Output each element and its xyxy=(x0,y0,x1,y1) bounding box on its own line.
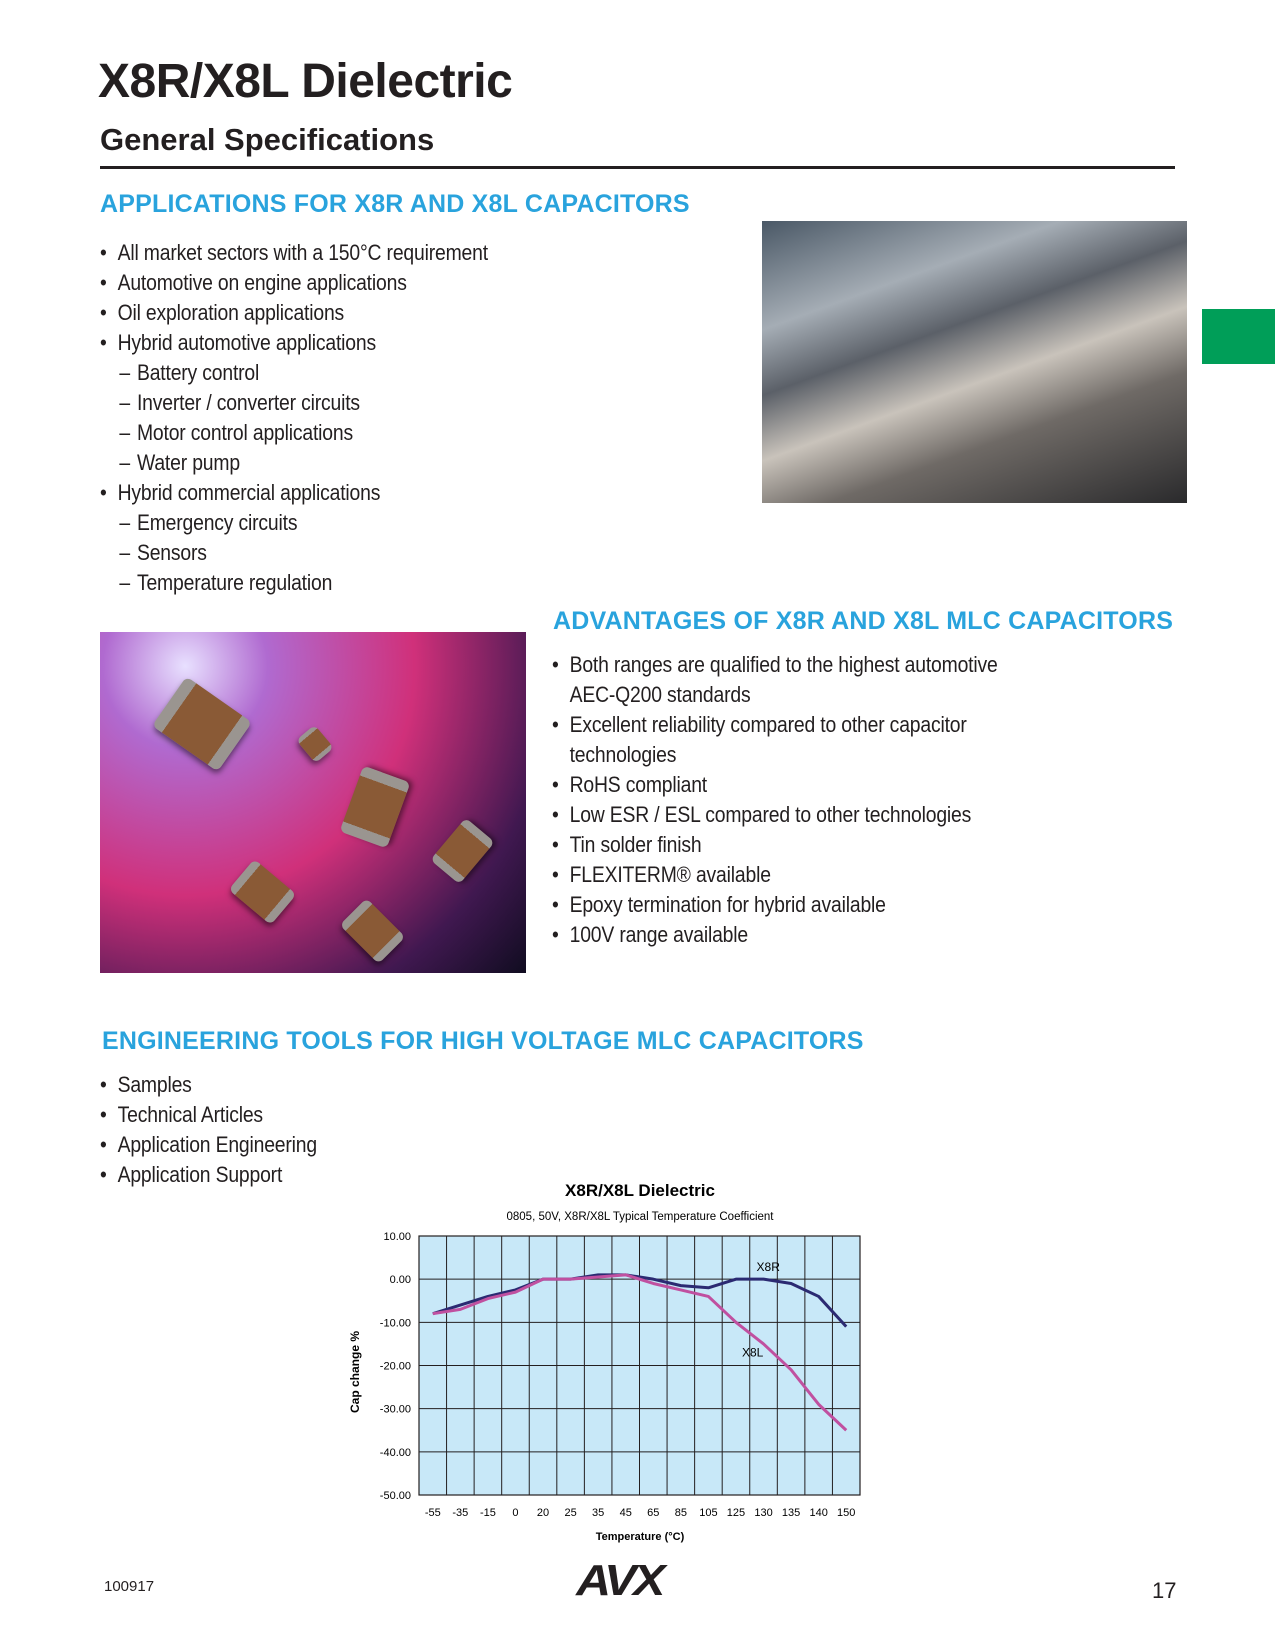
list-item xyxy=(100,538,488,568)
list-item-text: Battery control xyxy=(136,360,260,385)
list-item-text: Emergency circuits xyxy=(136,510,298,535)
list-item-text: technologies xyxy=(569,742,677,767)
bullet-icon: • xyxy=(100,300,107,325)
y-tick-label: -40.00 xyxy=(379,1446,411,1459)
list-item-text: Excellent reliability compared to other capacitor xyxy=(569,712,967,737)
page-subtitle: General Specifications xyxy=(100,122,435,157)
y-tick-label: 10.00 xyxy=(383,1231,411,1243)
x-tick-label: 130 xyxy=(754,1507,773,1519)
x-tick-label: 20 xyxy=(536,1507,550,1519)
engineering-heading: ENGINEERING TOOLS FOR HIGH VOLTAGE MLC CAPACITORS xyxy=(102,1027,864,1055)
list-item-text: Oil exploration applications xyxy=(117,300,345,325)
list-item xyxy=(100,388,488,418)
x-tick-label: 150 xyxy=(837,1507,856,1519)
list-item-text: Inverter / converter circuits xyxy=(136,390,360,415)
list-item-text: AEC-Q200 standards xyxy=(569,682,751,707)
bullet-icon: • xyxy=(100,1102,107,1127)
document-code: 100917 xyxy=(104,1578,155,1595)
advantages-list xyxy=(552,650,1058,950)
bullet-icon: • xyxy=(100,240,107,265)
list-item-text: Sensors xyxy=(136,540,207,565)
list-item xyxy=(100,268,488,298)
x-tick-label: 135 xyxy=(781,1507,801,1519)
bullet-icon: • xyxy=(552,772,559,797)
y-tick-label: -20.00 xyxy=(379,1360,411,1373)
x-tick-label: 85 xyxy=(674,1507,687,1519)
list-item xyxy=(552,650,998,710)
bullet-icon: • xyxy=(552,802,559,827)
list-item-text: Temperature regulation xyxy=(136,570,333,595)
y-tick-label: -50.00 xyxy=(379,1490,411,1502)
list-item xyxy=(100,418,488,448)
bullet-icon: • xyxy=(100,1072,107,1097)
bullet-icon: – xyxy=(119,510,130,535)
x-tick-label: -15 xyxy=(479,1507,496,1519)
x-tick-label: 0 xyxy=(512,1507,519,1519)
list-item xyxy=(100,1100,317,1130)
x-tick-label: 45 xyxy=(619,1507,632,1519)
list-item-text: Both ranges are qualified to the highest automotive xyxy=(569,652,998,677)
bullet-icon: – xyxy=(119,540,130,565)
list-item-text: 100V range available xyxy=(569,922,748,947)
bullet-icon: • xyxy=(100,270,107,295)
list-item-text: Epoxy termination for hybrid available xyxy=(569,892,886,917)
temperature-coefficient-chart xyxy=(330,1170,890,1545)
x-tick-label: 35 xyxy=(592,1507,605,1519)
list-item xyxy=(100,238,488,268)
series-label-x8l: X8L xyxy=(741,1345,764,1360)
x-tick-label: 125 xyxy=(726,1507,746,1519)
y-tick-label: -10.00 xyxy=(379,1317,411,1330)
list-item xyxy=(100,568,488,598)
list-item xyxy=(100,1130,317,1160)
list-item xyxy=(100,1070,317,1100)
bullet-icon: • xyxy=(100,330,107,355)
list-item xyxy=(552,920,998,950)
y-axis-label: Cap change % xyxy=(348,1330,362,1414)
bullet-icon: • xyxy=(552,922,559,947)
list-item-text: Water pump xyxy=(136,450,240,475)
list-item xyxy=(100,1160,317,1190)
list-item-text: Hybrid automotive applications xyxy=(117,330,376,355)
list-item-text: Automotive on engine applications xyxy=(117,270,407,295)
page-number: 17 xyxy=(1152,1578,1177,1603)
capacitors-photo xyxy=(100,632,526,973)
list-item-text: All market sectors with a 150°C requirement xyxy=(117,240,488,265)
chart-subtitle: 0805, 50V, X8R/X8L Typical Temperature Coefficient xyxy=(506,1211,774,1223)
list-item xyxy=(100,478,488,508)
y-tick-label: -30.00 xyxy=(379,1403,411,1416)
bullet-icon: – xyxy=(119,570,130,595)
x-tick-label: -55 xyxy=(424,1507,441,1519)
list-item xyxy=(552,800,998,830)
bullet-icon: – xyxy=(119,420,130,445)
bullet-icon: • xyxy=(100,1162,107,1187)
list-item-text: Technical Articles xyxy=(117,1102,263,1127)
list-item xyxy=(100,508,488,538)
list-item xyxy=(552,830,998,860)
x-tick-label: 140 xyxy=(809,1507,828,1519)
bullet-icon: • xyxy=(552,892,559,917)
list-item xyxy=(552,860,998,890)
bullet-icon: • xyxy=(552,832,559,857)
list-item xyxy=(100,448,488,478)
list-item-text: Motor control applications xyxy=(136,420,353,445)
bullet-icon: • xyxy=(552,862,559,887)
list-item-text: Application Engineering xyxy=(117,1132,317,1157)
bullet-icon: – xyxy=(119,360,130,385)
car-photo xyxy=(762,221,1187,503)
x-tick-label: 25 xyxy=(564,1507,577,1519)
list-item xyxy=(100,328,488,358)
page-title: X8R/X8L Dielectric xyxy=(98,55,513,108)
series-label-x8r: X8R xyxy=(756,1260,780,1275)
bullet-icon: • xyxy=(552,652,559,677)
list-item xyxy=(552,890,998,920)
list-item-text: Application Support xyxy=(117,1162,283,1187)
list-item xyxy=(100,298,488,328)
section-tab xyxy=(1202,309,1275,364)
list-item xyxy=(100,358,488,388)
x-tick-label: 65 xyxy=(647,1507,660,1519)
y-tick-label: 0.00 xyxy=(389,1274,411,1287)
bullet-icon: • xyxy=(100,1132,107,1157)
list-item xyxy=(552,770,998,800)
bullet-icon: • xyxy=(552,712,559,737)
bullet-icon: – xyxy=(119,450,130,475)
x-tick-label: -35 xyxy=(452,1507,469,1519)
title-divider xyxy=(100,166,1175,169)
list-item-text: FLEXITERM® available xyxy=(569,862,771,887)
bullet-icon: • xyxy=(100,480,107,505)
list-item xyxy=(552,710,998,770)
applications-list xyxy=(100,238,541,598)
x-tick-label: 105 xyxy=(699,1507,718,1519)
list-item-text: Tin solder finish xyxy=(569,832,702,857)
x-axis-label: Temperature (°C) xyxy=(595,1531,685,1543)
bullet-icon: – xyxy=(119,390,130,415)
list-item-text: Hybrid commercial applications xyxy=(117,480,381,505)
advantages-heading: ADVANTAGES OF X8R AND X8L MLC CAPACITORS xyxy=(553,607,1174,635)
chart-title: X8R/X8L Dielectric xyxy=(565,1181,715,1200)
avx-logo: AVX xyxy=(576,1556,663,1605)
list-item-text: Samples xyxy=(117,1072,192,1097)
list-item-text: RoHS compliant xyxy=(569,772,708,797)
applications-heading: APPLICATIONS FOR X8R AND X8L CAPACITORS xyxy=(100,190,690,218)
engineering-list xyxy=(100,1070,347,1190)
list-item-text: Low ESR / ESL compared to other technologies xyxy=(569,802,972,827)
